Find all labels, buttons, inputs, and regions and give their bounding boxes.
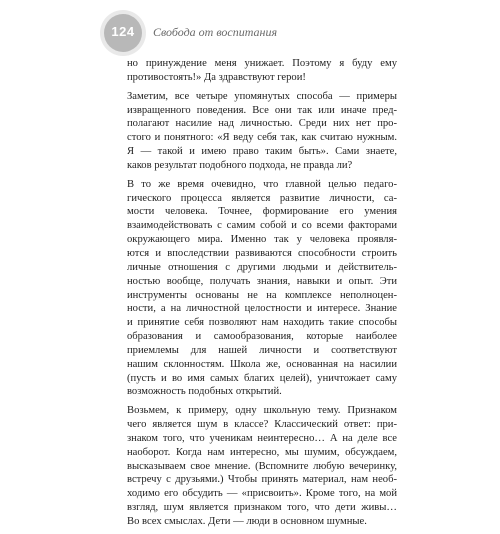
- text-line: ходимо его обсудить — «присвоить». Кроме того, на мой: [127, 488, 397, 500]
- text-line: приемлемы для нашей личности и соответствуют: [127, 344, 397, 356]
- page-header: [100, 14, 400, 54]
- text-line: личные отношения с другими людьми и действитель-: [127, 261, 397, 273]
- text-line: чего является шум в классе? Классический ответ: при-: [127, 419, 397, 431]
- text-line: наоборот. Когда нам интересно, мы шумим, обсуждаем,: [127, 446, 397, 458]
- text-line: встречу с друзьями.) Чтобы принять материал, нам необ-: [127, 474, 397, 486]
- paragraph: [127, 404, 397, 529]
- text-line: (пусть и во имя самых благих целей), уничтожает саму: [127, 372, 397, 384]
- paragraph: [127, 57, 397, 85]
- paragraph: [127, 178, 397, 400]
- text-line: Во всех смыслах. Дети — люди в основном шумные.: [127, 516, 367, 527]
- text-line: противостоять!» Да здравствуют герои!: [127, 71, 306, 83]
- text-line: взаимодействовать с самим собой и со всеми факторами: [127, 220, 397, 232]
- text-line: но принуждение меня унижает. Поэтому я буду ему: [127, 58, 397, 69]
- page-number: 124: [111, 24, 135, 39]
- text-line: Я — такой и имею право таким быть». Сами знаете,: [127, 146, 397, 158]
- text-line: стого и понятного: «Я веду себя так, как считаю нужным.: [127, 132, 397, 144]
- running-title: Свобода от воспитания: [153, 25, 278, 39]
- text-line: инструменты основаны не на комплексе неполноцен-: [127, 289, 397, 301]
- text-line: В то же время очевидно, что главной целью педаго-: [127, 178, 397, 190]
- text-line: мости человека. Точнее, формирование его умения: [127, 206, 397, 218]
- text-line: полагают насилие над личностью. Среди них нет про-: [127, 118, 397, 130]
- text-line: нашим склонностям. Школа же, основанная на насилии: [127, 358, 397, 370]
- text-line: окружающего мира. Именно так у человека проявля-: [127, 234, 397, 246]
- text-line: ностью вообще, получать знания, навыки и опыт. Эти: [127, 275, 397, 287]
- text-line: возможность подобных открытий.: [127, 386, 282, 398]
- text-line: высказываем свое мнение. (Вспомните любую вечеринку,: [127, 460, 397, 472]
- text-line: взгляд, шум является признаком того, что дети живы…: [127, 502, 397, 514]
- text-line: и принятие себя позволяют нам находить такие способы: [127, 317, 397, 329]
- text-line: Заметим, все четыре упомянутых способа — примеры: [127, 90, 397, 102]
- text-line: ются и впоследствии развиваются способности строить: [127, 247, 397, 259]
- text-line: Возьмем, к примеру, одну школьную тему. Признаком: [127, 405, 397, 417]
- text-line: гического процесса является развитие личности, са-: [127, 192, 397, 204]
- page-number-badge: [104, 14, 142, 52]
- text-line: знаком того, что ученикам неинтересно… А на деле все: [127, 432, 397, 444]
- text-line: извращенного поведения. Все они так или иначе пред-: [127, 104, 397, 116]
- text-line: образования и самообразования, которые наиболее: [127, 331, 397, 343]
- paragraph: [127, 90, 397, 173]
- text-line: ности, а на личностной целостности и интересе. Знание: [127, 303, 397, 315]
- text-line: каков результат подобного подхода, не правда ли?: [127, 159, 353, 171]
- book-text-body: [127, 57, 397, 534]
